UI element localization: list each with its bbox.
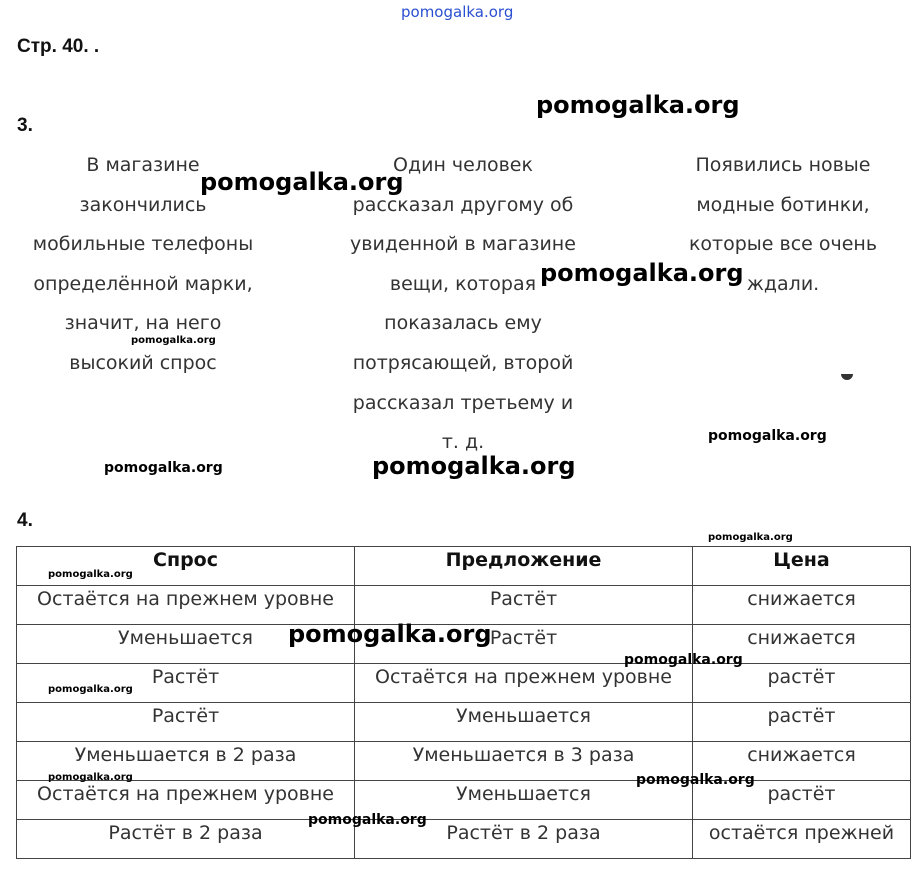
text-line: увиденной в магазине	[350, 233, 576, 256]
watermark: pomogalka.org	[708, 428, 827, 444]
header-demand: Спрос	[17, 547, 355, 586]
watermark-top: pomogalka.org	[401, 3, 514, 21]
task-4-number: 4.	[17, 510, 33, 531]
watermark: pomogalka.org	[48, 569, 133, 580]
text-line: рассказал третьему и	[352, 391, 574, 414]
table-row	[17, 586, 911, 625]
header-price: Цена	[693, 547, 911, 586]
watermark: pomogalka.org	[104, 460, 223, 476]
supply-demand-table	[16, 546, 911, 859]
watermark: pomogalka.org	[48, 684, 133, 695]
table-cell: Растёт в 2 раза	[17, 820, 355, 859]
text-line: Один человек	[393, 154, 533, 176]
table-cell: Растёт	[17, 664, 355, 703]
watermark: pomogalka.org	[308, 812, 427, 828]
header-supply: Предложение	[355, 547, 693, 586]
text-line: вещи, которая	[389, 272, 537, 295]
table-cell: Остаётся на прежнем уровне	[17, 781, 355, 820]
stray-mark	[841, 374, 853, 380]
watermark: pomogalka.org	[288, 620, 492, 648]
table-cell: Уменьшается	[355, 703, 693, 742]
watermark: pomogalka.org	[131, 335, 216, 346]
text-line: рассказал другому об	[352, 193, 574, 216]
watermark: pomogalka.org	[48, 772, 133, 783]
text-line: В магазине	[86, 154, 200, 176]
table-cell: растёт	[693, 781, 911, 820]
text-line: ждали.	[746, 272, 820, 295]
text-line: потрясающей, второй	[352, 351, 574, 374]
text-line: значит, на него	[64, 312, 222, 335]
table-row	[17, 703, 911, 742]
table-cell: растёт	[693, 664, 911, 703]
table-row	[17, 742, 911, 781]
table-row	[17, 781, 911, 820]
table-row	[17, 820, 911, 859]
table-cell: Остаётся на прежнем уровне	[17, 586, 355, 625]
text-line: которые все очень	[688, 233, 878, 256]
watermark: pomogalka.org	[536, 91, 740, 119]
text-line: т. д.	[441, 431, 485, 454]
watermark: pomogalka.org	[372, 452, 576, 480]
table-cell: Растёт	[355, 586, 693, 625]
watermark: pomogalka.org	[624, 652, 743, 668]
table-cell: Уменьшается	[355, 781, 693, 820]
table-cell: Растёт в 2 раза	[355, 820, 693, 859]
table-cell: снижается	[693, 742, 911, 781]
watermark: pomogalka.org	[708, 532, 793, 543]
table-cell: Уменьшается в 3 раза	[355, 742, 693, 781]
table-cell: растёт	[693, 703, 911, 742]
table-cell: снижается	[693, 586, 911, 625]
text-line: Появились новые	[695, 154, 871, 176]
task-3-number: 3.	[17, 115, 33, 136]
table-cell: Растёт	[17, 703, 355, 742]
table-row	[17, 664, 911, 703]
text-line: показалась ему	[384, 312, 542, 335]
text-line: модные ботинки,	[696, 193, 870, 216]
table-cell: Растёт	[355, 625, 693, 664]
table-header-row	[17, 547, 911, 586]
watermark: pomogalka.org	[636, 772, 755, 788]
text-line: высокий спрос	[69, 351, 217, 374]
text-line: определённой марки,	[33, 272, 253, 295]
table-cell: остаётся прежней	[693, 820, 911, 859]
table-cell: Остаётся на прежнем уровне	[355, 664, 693, 703]
table-cell: Уменьшается в 2 раза	[17, 742, 355, 781]
watermark: pomogalka.org	[540, 259, 744, 287]
table-cell: снижается	[693, 625, 911, 664]
text-line: закончились	[79, 193, 207, 216]
table-cell: Уменьшается	[17, 625, 355, 664]
page-title: Стр. 40. .	[17, 36, 100, 57]
watermark: pomogalka.org	[200, 168, 404, 196]
text-line: мобильные телефоны	[32, 233, 254, 256]
